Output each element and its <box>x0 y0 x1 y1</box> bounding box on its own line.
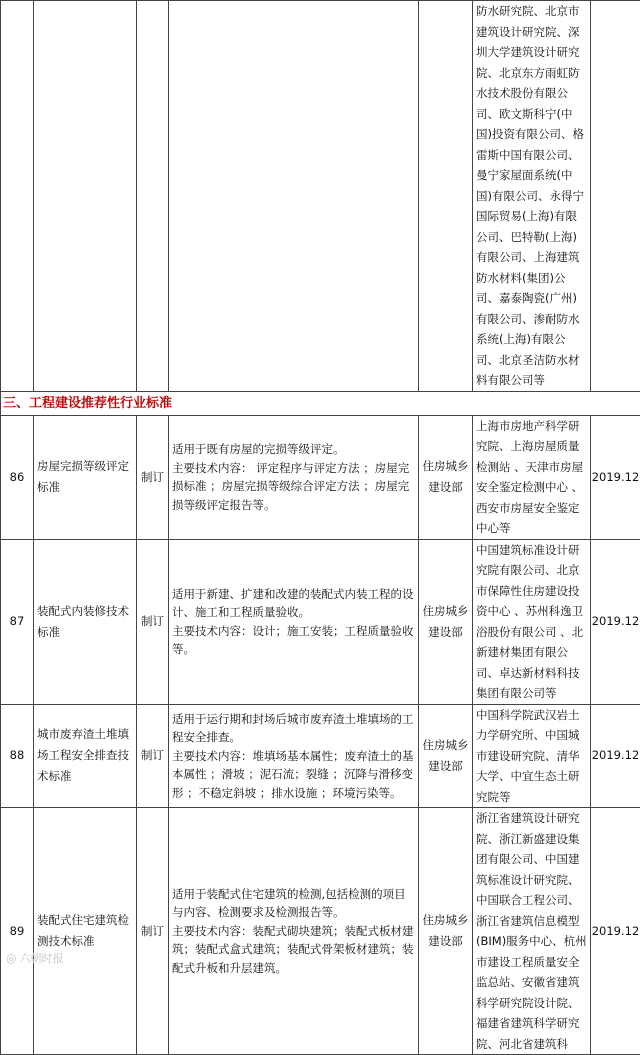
camera-icon: ◎ <box>6 951 16 965</box>
cell-num: 86 <box>1 415 34 539</box>
cell-dept: 住房城乡建设部 <box>419 415 473 539</box>
cell-num: 88 <box>1 704 34 808</box>
section-header-row <box>1 391 640 415</box>
cell-name: 城市废弃渣土堆填场工程安全排查技术标准 <box>34 704 137 808</box>
cell-date: 2019.12 <box>591 704 640 808</box>
watermark <box>6 950 63 966</box>
cell-content: 适用于运行期和封场后城市废弃渣土堆填场的工程安全排查。 主要技术内容：堆填场基本属性；废弃渣土的基本属性 ；滑坡 ；泥石流；裂缝 ；沉降与滑移变形 ；不稳定斜坡 ；排水设施 ；环境污染等。 <box>169 704 419 808</box>
cell-type: 制订 <box>137 704 169 808</box>
cell-units: 浙江省建筑设计研究院、浙江新盛建设集团有限公司、中国建筑标准设计研究院、中国联合工程公司、浙江省建筑信息模型(BIM)服务中心、杭州市建设工程质量安全监总站、安徽省建筑科学研究院设计院、福建省建筑科学研究院、河北省建筑科 <box>473 808 591 1055</box>
cell-content-empty <box>169 1 419 392</box>
cell-dept: 住房城乡建设部 <box>419 808 473 1055</box>
cell-units: 中国建筑标准设计研究院有限公司、北京市保障性住房建设投资中心 、苏州科逸卫浴股份有限公司 、北新建材集团有限公司、卓达新材料科技集团有限公司等 <box>473 539 591 704</box>
cell-dept: 住房城乡建设部 <box>419 704 473 808</box>
cell-content: 适用于既有房屋的完损等级评定。 主要技术内容： 评定程序与评定方法 ；房屋完损标准 ；房屋完损等级综合评定方法 ；房屋完损等级评定报告等。 <box>169 415 419 539</box>
cell-num-empty <box>1 1 34 392</box>
cell-type: 制订 <box>137 539 169 704</box>
table-row-continued <box>1 1 640 392</box>
cell-units: 上海市房地产科学研究院、上海房屋质量检测站 、天津市房屋安全鉴定检测中心 、西安市房屋安全鉴定中心等 <box>473 415 591 539</box>
cell-type-empty <box>137 1 169 392</box>
cell-units: 中国科学院武汉岩土力学研究所、中国城市建设研究院、清华大学、中宜生态土研究院等 <box>473 704 591 808</box>
section-title: 三、工程建设推荐性行业标准 <box>1 391 640 415</box>
cell-name: 房屋完损等级评定标准 <box>34 415 137 539</box>
cell-units: 防水研究院、北京市建筑设计研究院、深圳大学建筑设计研究院、北京东方雨虹防水技术股份有限公司、欧文斯科宁(中国)投资有限公司、格雷斯中国有限公司、曼宁家屋面系统(中国)有限公司、永得宁国际贸易(上海)有限公司、巴特勒(上海) 有限公司、上海建筑防水材料(集团)公司、嘉泰陶瓷(广州)有限公司、渗耐防水系统(上海)有限公司、北京圣洁防水材料有限公司等 <box>473 1 591 392</box>
cell-name: 装配式住宅建筑检测技术标准 <box>34 808 137 1055</box>
cell-content: 适用于装配式住宅建筑的检测,包括检测的项目与内容、检测要求及检测报告等。 主要技术内容：装配式砌块建筑；装配式板材建筑；装配式盒式建筑；装配式骨架板材建筑；装配式升板和升层建筑。 <box>169 808 419 1055</box>
cell-dept: 住房城乡建设部 <box>419 539 473 704</box>
table-row <box>1 704 640 808</box>
cell-content: 适用于新建、扩建和改建的装配式内装工程的设计、施工和工程质量验收。 主要技术内容：设计；施工安装；工程质量验收等。 <box>169 539 419 704</box>
cell-num: 89 <box>1 808 34 1055</box>
table-row <box>1 415 640 539</box>
table-row <box>1 539 640 704</box>
cell-date: 2019.12 <box>591 415 640 539</box>
cell-date: 2019.12 <box>591 539 640 704</box>
cell-type: 制订 <box>137 808 169 1055</box>
cell-type: 制订 <box>137 415 169 539</box>
cell-name: 装配式内装修技术标准 <box>34 539 137 704</box>
cell-dept-empty <box>419 1 473 392</box>
cell-num: 87 <box>1 539 34 704</box>
cell-date: 2019.12 <box>591 808 640 1055</box>
cell-name-empty <box>34 1 137 392</box>
table-row <box>1 808 640 1055</box>
cell-date-empty <box>591 1 640 392</box>
watermark-text: 六朝时报 <box>19 950 63 966</box>
